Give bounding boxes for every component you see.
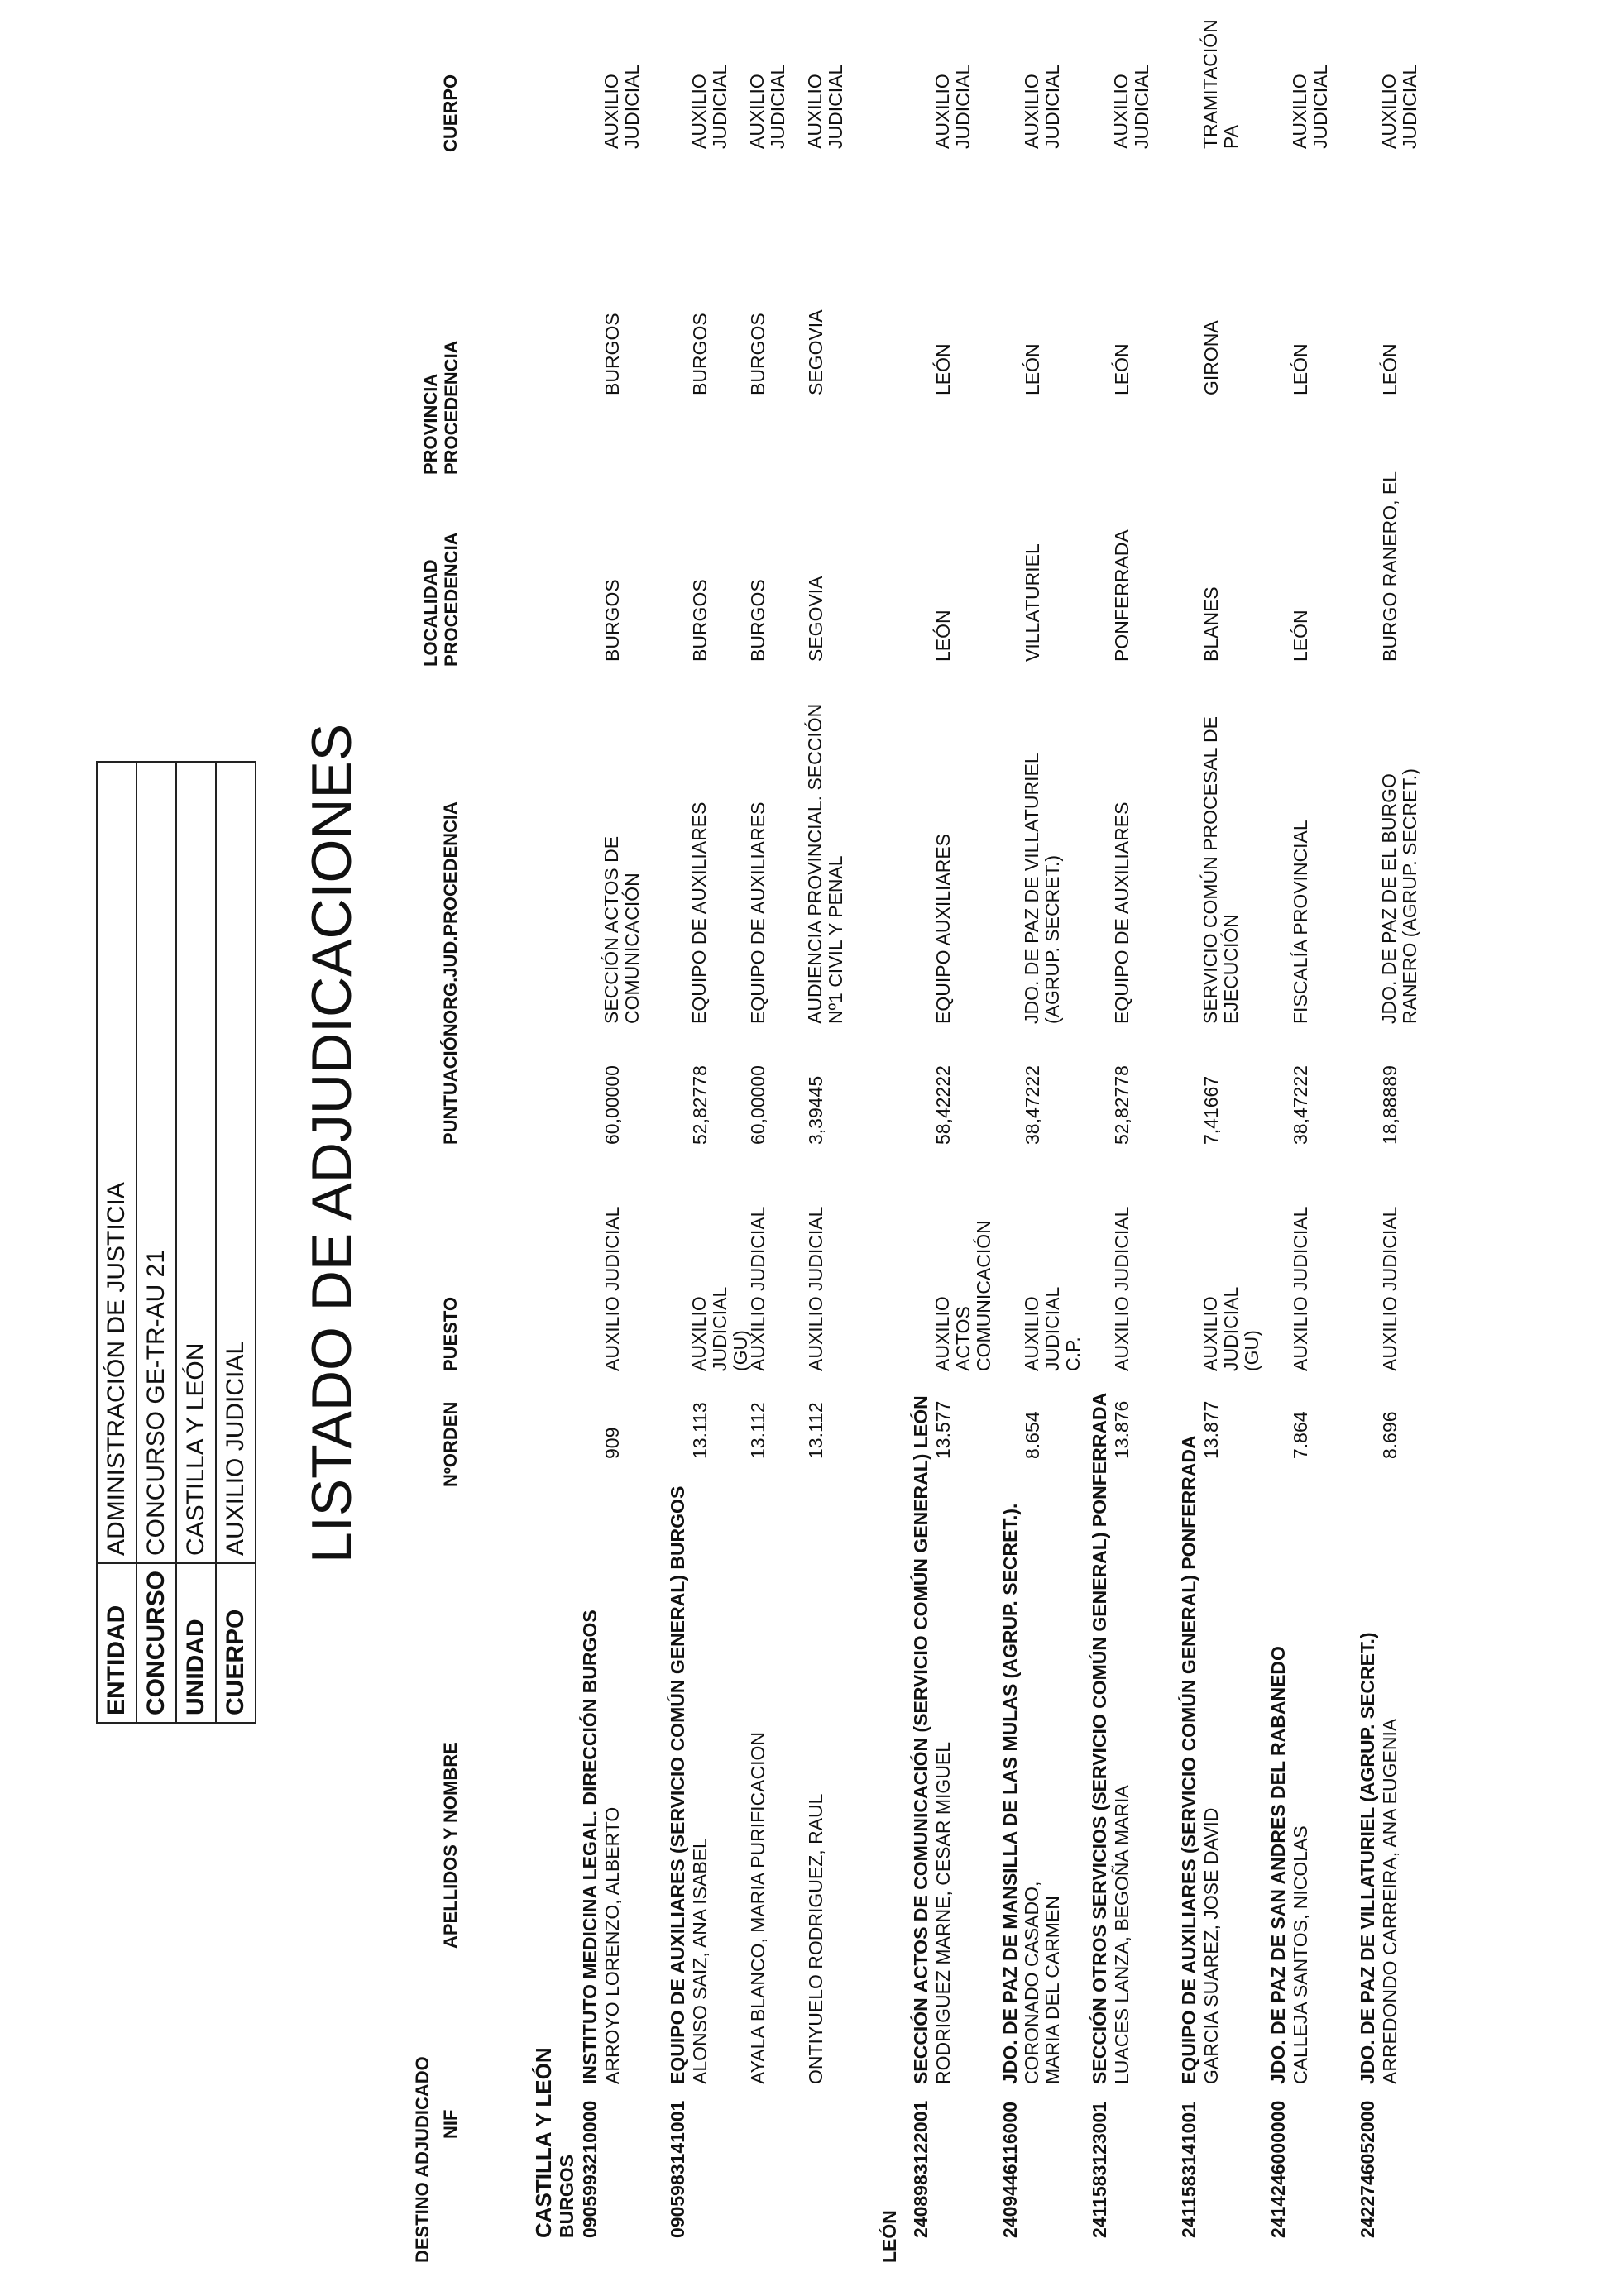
header-value: AUXILIO JUDICIAL xyxy=(216,762,256,1563)
row-orden: 13.113 xyxy=(689,1402,711,1459)
row-orden: 13.112 xyxy=(805,1402,826,1459)
row-prov: GIRONA xyxy=(1200,320,1222,395)
region-heading: CASTILLA Y LEÓN xyxy=(531,2047,556,2238)
group-name: JDO. DE PAZ DE SAN ANDRES DEL RABANEDO xyxy=(1267,1646,1289,2084)
row-loc: BURGOS xyxy=(747,579,768,662)
header-key: ENTIDAD xyxy=(97,1563,136,1723)
row-orden: 909 xyxy=(601,1427,623,1459)
header-value: ADMINISTRACIÓN DE JUSTICIA xyxy=(97,762,136,1563)
header-row xyxy=(136,762,176,1723)
row-org: SERVICIO COMÚN PROCESAL DE EJECUCIÓN xyxy=(1199,716,1242,1024)
row-name: RODRIGUEZ MARNE, CESAR MIGUEL xyxy=(932,1741,954,2084)
row-cuerpo: AUXILIO JUDICIAL xyxy=(804,64,846,149)
row-punt: 7,41667 xyxy=(1200,1075,1222,1145)
row-name: ARREDONDO CARREIRA, ANA EUGENIA xyxy=(1379,1718,1400,2084)
col-puntuacion: PUNTUACIÓN xyxy=(440,1023,461,1145)
group-code: 2414246000000 xyxy=(1267,2100,1289,2238)
header-key: CUERPO xyxy=(216,1563,256,1723)
row-cuerpo: AUXILIO JUDICIAL xyxy=(1289,64,1331,149)
row-cuerpo: AUXILIO JUDICIAL xyxy=(1378,64,1420,149)
page-title: LISTADO DE ADJUDICACIONES xyxy=(300,723,363,1563)
row-name: GARCIA SUAREZ, JOSE DAVID xyxy=(1200,1807,1222,2084)
row-loc: BURGO RANERO, EL xyxy=(1379,471,1400,662)
row-org: EQUIPO DE AUXILIARES xyxy=(688,801,710,1024)
row-orden: 8.654 xyxy=(1022,1411,1043,1459)
row-puesto: AUXILIO JUDICIAL xyxy=(1379,1206,1400,1371)
row-prov: LEÓN xyxy=(1111,343,1132,395)
header-value: CONCURSO GE-TR-AU 21 xyxy=(136,762,176,1563)
row-punt: 38,47222 xyxy=(1290,1065,1311,1145)
row-punt: 52,82778 xyxy=(689,1065,711,1145)
row-org: FISCALÍA PROVINCIAL xyxy=(1290,820,1311,1024)
group-code: 2411583141001 xyxy=(1178,2101,1199,2238)
row-orden: 8.696 xyxy=(1379,1411,1400,1459)
row-puesto: AUXILIO ACTOS COMUNICACIÓN xyxy=(931,1220,994,1371)
row-loc: PONFERRADA xyxy=(1111,529,1132,662)
row-name: CORONADO CASADO, MARIA DEL CARMEN xyxy=(1021,1881,1063,2084)
row-name: ONTIYUELO RODRIGUEZ, RAUL xyxy=(805,1793,826,2084)
header-row xyxy=(97,762,136,1723)
row-org: JDO. DE PAZ DE EL BURGO RANERO (AGRUP. SECRET.) xyxy=(1378,768,1420,1024)
row-puesto: AUXILIO JUDICIAL xyxy=(1290,1206,1311,1371)
col-localidad: LOCALIDAD PROCEDENCIA xyxy=(420,532,462,667)
row-prov: BURGOS xyxy=(747,313,768,395)
row-org: SECCIÓN ACTOS DE COMUNICACIÓN xyxy=(601,835,643,1024)
group-name: SECCIÓN ACTOS DE COMUNICACIÓN (SERVICIO COMÚN GENERAL) LEÓN xyxy=(910,1395,931,2084)
group-name: SECCIÓN OTROS SERVICIOS (SERVICIO COMÚN GENERAL) PONFERRADA xyxy=(1089,1392,1110,2084)
header-key: CONCURSO xyxy=(136,1563,176,1723)
row-name: LUACES LANZA, BEGOÑA MARIA xyxy=(1111,1785,1132,2084)
group-name: EQUIPO DE AUXILIARES (SERVICIO COMÚN GENERAL) PONFERRADA xyxy=(1178,1435,1199,2084)
row-puesto: AUXILIO JUDICIAL xyxy=(747,1206,768,1371)
row-puesto: AUXILIO JUDICIAL (GU) xyxy=(688,1287,751,1371)
col-nif: NIF xyxy=(440,2109,461,2139)
row-punt: 18,88889 xyxy=(1379,1065,1400,1145)
row-puesto: AUXILIO JUDICIAL xyxy=(601,1206,623,1371)
row-loc: LEÓN xyxy=(1290,610,1311,662)
group-name: INSTITUTO MEDICINA LEGAL. DIRECCIÓN BURGOS xyxy=(579,1610,601,2084)
row-puesto: AUXILIO JUDICIAL xyxy=(805,1206,826,1371)
row-prov: BURGOS xyxy=(689,313,711,395)
row-puesto: AUXILIO JUDICIAL xyxy=(1111,1206,1132,1371)
row-prov: LEÓN xyxy=(932,343,954,395)
row-cuerpo: TRAMITACIÓN PA xyxy=(1199,19,1242,149)
row-org: JDO. DE PAZ DE VILLATURIEL (AGRUP. SECRET.) xyxy=(1021,753,1063,1024)
col-apellidos: APELLIDOS Y NOMBRE xyxy=(440,1742,461,1949)
row-cuerpo: AUXILIO JUDICIAL xyxy=(688,64,730,149)
row-orden: 13.876 xyxy=(1111,1400,1132,1459)
row-punt: 60,00000 xyxy=(747,1065,768,1145)
col-cuerpo: CUERPO xyxy=(440,74,461,152)
row-org: EQUIPO DE AUXILIARES xyxy=(747,801,768,1024)
row-punt: 3,39445 xyxy=(805,1075,826,1145)
group-code: 2422746052000 xyxy=(1357,2100,1378,2238)
row-name: CALLEJA SANTOS, NICOLAS xyxy=(1290,1825,1311,2084)
row-cuerpo: AUXILIO JUDICIAL xyxy=(746,64,788,149)
row-orden: 13.112 xyxy=(747,1402,768,1459)
row-cuerpo: AUXILIO JUDICIAL xyxy=(1021,64,1063,149)
group-name: JDO. DE PAZ DE VILLATURIEL (AGRUP. SECRET.) xyxy=(1357,1632,1378,2084)
row-punt: 38,47222 xyxy=(1022,1065,1043,1145)
row-loc: BLANES xyxy=(1200,586,1222,662)
row-loc: BURGOS xyxy=(689,579,711,662)
row-org: EQUIPO DE AUXILIARES xyxy=(1111,801,1132,1024)
province-heading: LEÓN xyxy=(879,2210,900,2263)
row-cuerpo: AUXILIO JUDICIAL xyxy=(601,64,643,149)
group-name: JDO. DE PAZ DE MANSILLA DE LAS MULAS (AGRUP. SECRET.). xyxy=(999,1503,1021,2084)
row-punt: 58,42222 xyxy=(932,1065,954,1145)
header-row xyxy=(216,762,256,1723)
row-cuerpo: AUXILIO JUDICIAL xyxy=(1110,64,1152,149)
row-orden: 7.864 xyxy=(1290,1411,1311,1459)
col-norden: NºORDEN xyxy=(440,1401,461,1487)
group-name: EQUIPO DE AUXILIARES (SERVICIO COMÚN GENERAL) BURGOS xyxy=(667,1485,688,2084)
row-org: AUDIENCIA PROVINCIAL. SECCIÓN Nº1 CIVIL Y PENAL xyxy=(804,703,846,1024)
province-heading: BURGOS xyxy=(556,2155,577,2238)
row-prov: LEÓN xyxy=(1379,343,1400,395)
row-org: EQUIPO AUXILIARES xyxy=(932,833,954,1024)
row-orden: 13.577 xyxy=(932,1400,954,1459)
row-name: ARROYO LORENZO, ALBERTO xyxy=(601,1806,623,2084)
header-row xyxy=(176,762,216,1723)
row-puesto: AUXILIO JUDICIAL C.P. xyxy=(1021,1287,1084,1371)
group-code: 2411583123001 xyxy=(1089,2101,1110,2238)
row-prov: LEÓN xyxy=(1022,343,1043,395)
group-code: 2408983122001 xyxy=(910,2100,931,2238)
row-prov: LEÓN xyxy=(1290,343,1311,395)
group-code: 0905993210000 xyxy=(579,2100,601,2238)
row-prov: SEGOVIA xyxy=(805,309,826,395)
header-key: UNIDAD xyxy=(176,1563,216,1723)
row-puesto: AUXILIO JUDICIAL (GU) xyxy=(1199,1287,1262,1371)
row-loc: LEÓN xyxy=(932,610,954,662)
header-value: CASTILLA Y LEÓN xyxy=(176,762,216,1563)
row-loc: BURGOS xyxy=(601,579,623,662)
row-name: ALONSO SAIZ, ANA ISABEL xyxy=(689,1838,711,2084)
col-destino: DESTINO ADJUDICADO xyxy=(412,2056,433,2263)
row-orden: 13.877 xyxy=(1200,1400,1222,1459)
group-code: 2409446116000 xyxy=(999,2101,1021,2238)
group-code: 0905983141001 xyxy=(667,2100,688,2238)
row-name: AYALA BLANCO, MARIA PURIFICACION xyxy=(747,1731,768,2084)
row-cuerpo: AUXILIO JUDICIAL xyxy=(931,64,974,149)
row-loc: VILLATURIEL xyxy=(1022,543,1043,662)
col-puesto: PUESTO xyxy=(440,1296,461,1371)
header-table xyxy=(96,761,256,1724)
col-org: ORG.JUD.PROCEDENCIA xyxy=(440,801,461,1024)
row-loc: SEGOVIA xyxy=(805,576,826,662)
row-prov: BURGOS xyxy=(601,313,623,395)
col-provincia: PROVINCIA PROCEDENCIA xyxy=(420,340,462,475)
row-punt: 60,00000 xyxy=(601,1065,623,1145)
row-punt: 52,82778 xyxy=(1111,1065,1132,1145)
